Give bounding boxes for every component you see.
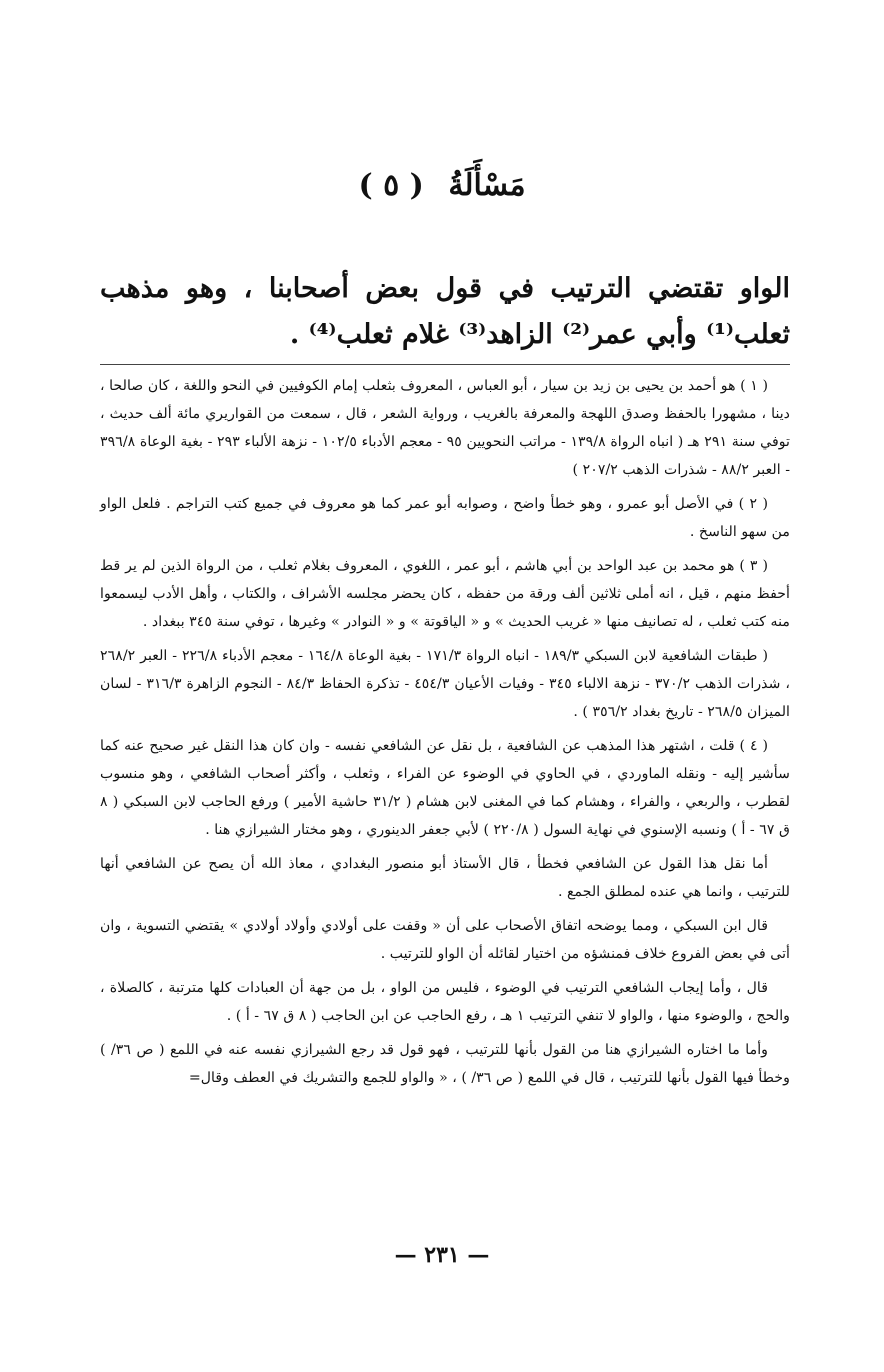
issue-heading [0,168,884,203]
footnote-4-para-3: قال ابن السبكي ، ومما يوضحه اتفاق الأصحاب على أن « وقفت على أولادي وأولاد أولادي » يقتضي التسوية ، وان أتى في بعض الفروع خلاف فمنشؤه من اختيار لقائله أن الواو للترتيب . [100,918,790,962]
footnotes [100,372,790,1098]
footnote-4-para-5: وأما ما اختاره الشيرازي هنا من القول بأنها للترتيب ، فهو قول قد رجع الشيرازي نفسه عنه في اللمع ( ص ٣٦/ ) وخطأ فيها القول بأنها للترتيب ، قال في اللمع ( ص ٣٦/ ) ، « والواو للجمع والتشريك في العطف وقال= [100,1042,790,1086]
issue-statement: الواو تقتضي الترتيب في قول بعض أصحابنا ، وهو مذهب ثعلب⁽¹⁾ وأبي عمر⁽²⁾ الزاهد⁽³⁾ غلام ثعلب⁽⁴⁾ . [100,273,790,350]
footnote-3: ( ٣ ) هو محمد بن عبد الواحد بن أبي هاشم ، أبو عمر ، اللغوي ، المعروف بغلام ثعلب ، من الرواة الذين لم ير قط أحفظ منهم ، قيل ، انه أملى ثلاثين ألف ورقة من حفظه ، كان يحضر مجلسه الأشراف ، والكتاب ، وأهل الأدب ليسمعوا منه كتب ثعلب ، له تصانيف منها « غريب الحديث » و « الياقوتة » و « النوادر » وغيرها ، توفي سنة ٣٤٥ ببغداد . [100,558,790,630]
footnote-4-para-4: قال ، وأما إيجاب الشافعي الترتيب في الوضوء ، فليس من الواو ، بل من جهة أن العبادات كلها مترتبة ، كالصلاة ، والحج ، والوضوء منها ، والواو لا تنفي الترتيب ١ هـ ، رفع الحاجب عن ابن الحاجب ( ٨ ق ٦٧ - أ ) . [100,980,790,1024]
issue-number: ( ٥ ) [358,168,424,203]
footnote-1: ( ١ ) هو أحمد بن يحيى بن زيد بن سيار ، أبو العباس ، المعروف بثعلب إمام الكوفيين في النحو واللغة ، كان صالحا ، دينا ، مشهورا بالحفظ وصدق اللهجة والمعرفة بالغريب ، ورواية الشعر ، قال ، سمعت من القواريري مائة ألف حديث ، توفي سنة ٢٩١ هـ ( انباه الرواة ١٣٩/٨ - مراتب النحويين ٩٥ - معجم الأدباء ١٠٢/٥ - نزهة الألباء ٢٩٣ - بغية الوعاة ٣٩٦/٨ - العبر ٨٨/٢ - شذرات الذهب ٢٠٧/٢ ) [100,378,791,478]
footnote-4: ( ٤ ) قلت ، اشتهر هذا المذهب عن الشافعية ، بل نقل عن الشافعي نفسه - وان كان هذا النقل غير صحيح عنه كما سأشير إليه - ونقله الماوردي ، في الحاوي في الوضوء عن الفراء ، وثعلب ، وأكثر أصحاب الشافعي ، وهو منسوب لقطرب ، والربعي ، والفراء ، وهشام كما في المغنى لابن هشام ( ٣١/٢ حاشية الأمير ) ورفع الحاجب لابن السبكي ( ٨ ق ٦٧ - أ ) ونسبه الإسنوي في نهاية السول ( ٢٢٠/٨ ) لأبي جعفر الدينوري ، وهو مختار الشيرازي هنا . [100,738,790,838]
footnote-2: ( ٢ ) في الأصل أبو عمرو ، وهو خطأ واضح ، وصوابه أبو عمر كما هو معروف في جميع كتب التراجم . فلعل الواو من سهو الناسخ . [100,496,790,540]
footnote-4-para-2: أما نقل هذا القول عن الشافعي فخطأ ، قال الأستاذ أبو منصور البغدادي ، معاذ الله أن يصح عن الشافعي أنها للترتيب ، وانما هي عنده لمطلق الجمع . [100,856,790,900]
footnote-separator [100,364,790,365]
page-number: — ٢٣١ — [394,1242,490,1268]
issue-word: مَسْأَلَةُ [448,168,526,203]
footnote-3-sources: ( طبقات الشافعية لابن السبكي ١٨٩/٣ - انباه الرواة ١٧١/٣ - بغية الوعاة ١٦٤/٨ - معجم الأدباء ٢٢٦/٨ - العبر ٢٦٨/٢ ، شذرات الذهب ٣٧٠/٢ - نزهة الالباء ٣٤٥ - وفيات الأعيان ٤٥٤/٣ - تذكرة الحفاظ ٨٤/٣ - النجوم الزاهرة ٣١٦/٣ - لسان الميزان ٢٦٨/٥ - تاريخ بغداد ٣٥٦/٢ ) . [100,648,790,720]
